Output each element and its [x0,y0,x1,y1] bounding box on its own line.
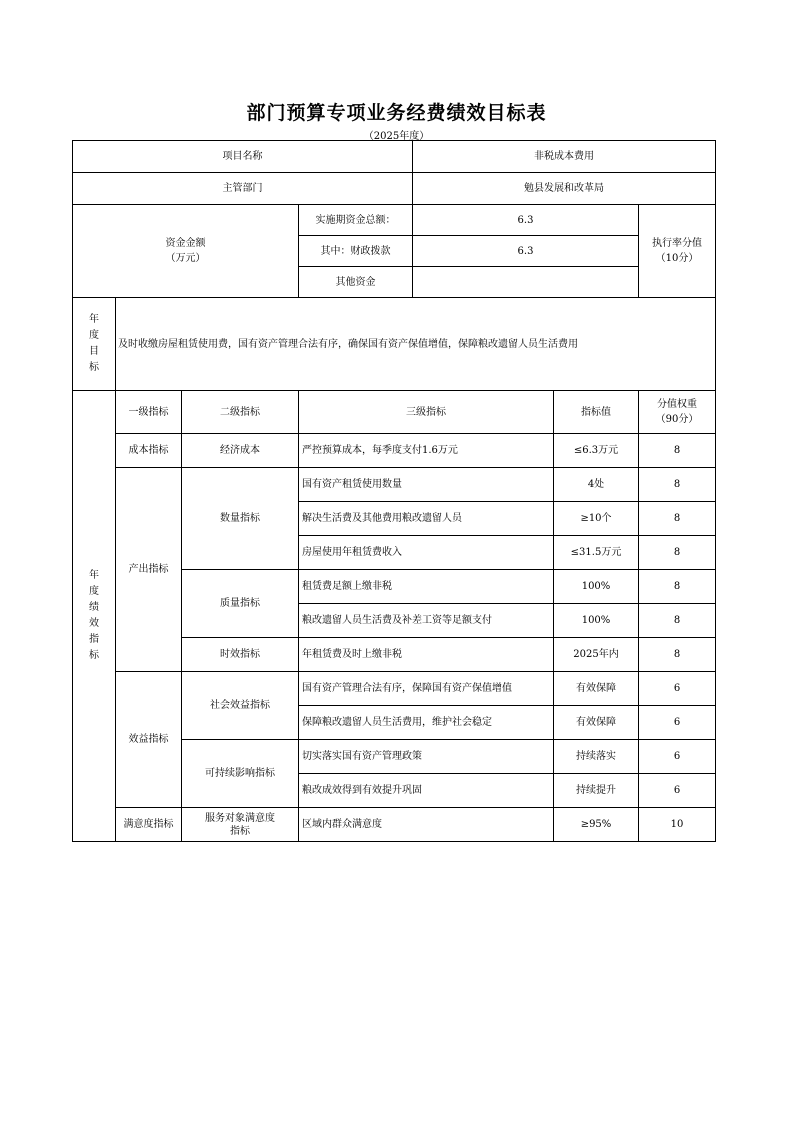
year-label: （2025年度） [363,131,430,142]
annual-goal-label-text: 年度目标 [89,314,99,373]
department-value: 勉县发展和改革局 [413,173,716,205]
indicator-value: ≤6.3万元 [554,434,639,468]
indicator-weight: 6 [639,740,716,774]
indicator-weight: 10 [639,808,716,842]
table-row [73,434,716,468]
header-weight-line2: （90分） [655,414,699,425]
indicator-level3: 房屋使用年租赁费收入 [299,536,554,570]
indicator-weight: 6 [639,706,716,740]
table-row [73,808,716,842]
project-row [73,141,716,173]
indicator-value: 持续落实 [554,740,639,774]
satisfaction-level2-line2: 指标 [230,825,250,837]
indicator-level3: 国有资产管理合法有序，保障国有资产保值增值 [299,672,554,706]
funds-total-label: 实施期资金总额： [299,205,413,236]
satisfaction-level2-line1: 服务对象满意度 [205,812,275,824]
annual-goal-row [73,298,716,391]
indicator-weight: 8 [639,502,716,536]
page-title: 部门预算专项业务经费绩效目标表 [246,102,547,124]
indicator-section-label-text: 年度绩效指标 [89,570,99,661]
indicator-weight: 8 [639,604,716,638]
indicator-value: 2025年内 [554,638,639,672]
output-level1: 产出指标 [116,468,182,672]
indicator-value: 100% [554,604,639,638]
header-level3: 三级指标 [299,391,554,434]
indicator-level3: 严控预算成本，每季度支付1.6万元 [299,434,554,468]
funds-total-value: 6.3 [413,205,639,236]
indicator-value: ≥95% [554,808,639,842]
table-row [73,672,716,706]
department-row [73,173,716,205]
indicator-level3: 粮改成效得到有效提升巩固 [299,774,554,808]
indicator-weight: 8 [639,536,716,570]
indicator-value: 有效保障 [554,672,639,706]
indicator-weight: 8 [639,434,716,468]
indicator-weight: 8 [639,638,716,672]
indicator-level3: 租赁费足额上缴非税 [299,570,554,604]
exec-rate-line1: 执行率分值 [652,238,702,249]
table-row [73,468,716,502]
funds-label [73,205,299,298]
indicator-section-label [73,391,116,842]
indicator-value: 有效保障 [554,706,639,740]
indicator-weight: 8 [639,468,716,502]
exec-rate-cell [639,205,716,298]
cost-level1: 成本指标 [116,434,182,468]
benefit-level1: 效益指标 [116,672,182,808]
header-level1: 一级指标 [116,391,182,434]
funds-other-label: 其他资金 [299,267,413,298]
exec-rate-line2: （10分） [655,253,699,264]
satisfaction-level2 [182,808,299,842]
indicator-weight: 6 [639,672,716,706]
indicator-value: ≤31.5万元 [554,536,639,570]
indicator-level3: 切实落实国有资产管理政策 [299,740,554,774]
indicator-weight: 6 [639,774,716,808]
header-weight [639,391,716,434]
indicator-level3: 年租赁费及时上缴非税 [299,638,554,672]
indicator-value: ≥10个 [554,502,639,536]
indicator-weight: 8 [639,570,716,604]
funds-total-row [73,205,716,236]
social-level2: 社会效益指标 [182,672,299,740]
annual-goal-label [73,298,116,391]
annual-goal-text: 及时收缴房屋租赁使用费，国有资产管理合法有序，确保国有资产保值增值，保障粮改遗留人员生活费用 [116,298,716,391]
indicator-level3: 国有资产租赁使用数量 [299,468,554,502]
indicator-level3: 保障粮改遗留人员生活费用，维护社会稳定 [299,706,554,740]
indicator-value: 4处 [554,468,639,502]
quality-level2: 质量指标 [182,570,299,638]
performance-goal-table [72,140,716,842]
header-value: 指标值 [554,391,639,434]
funds-other-value [413,267,639,298]
sustainable-level2: 可持续影响指标 [182,740,299,808]
department-label: 主管部门 [73,173,413,205]
project-name-value: 非税成本费用 [413,141,716,173]
funds-label-line2: （万元） [165,253,206,264]
funds-fiscal-label: 其中：财政拨款 [299,236,413,267]
header-weight-line1: 分值权重 [657,399,697,410]
indicator-level3: 解决生活费及其他费用粮改遗留人员 [299,502,554,536]
funds-fiscal-value: 6.3 [413,236,639,267]
satisfaction-level1: 满意度指标 [116,808,182,842]
project-name-label: 项目名称 [73,141,413,173]
indicator-level3: 粮改遗留人员生活费及补差工资等足额支付 [299,604,554,638]
header-level2: 二级指标 [182,391,299,434]
funds-label-line1: 资金金额 [165,238,206,249]
indicator-value: 100% [554,570,639,604]
timeliness-level2: 时效指标 [182,638,299,672]
indicator-header-row [73,391,716,434]
indicator-value: 持续提升 [554,774,639,808]
cost-level2: 经济成本 [182,434,299,468]
indicator-level3: 区域内群众满意度 [299,808,554,842]
quantity-level2: 数量指标 [182,468,299,570]
